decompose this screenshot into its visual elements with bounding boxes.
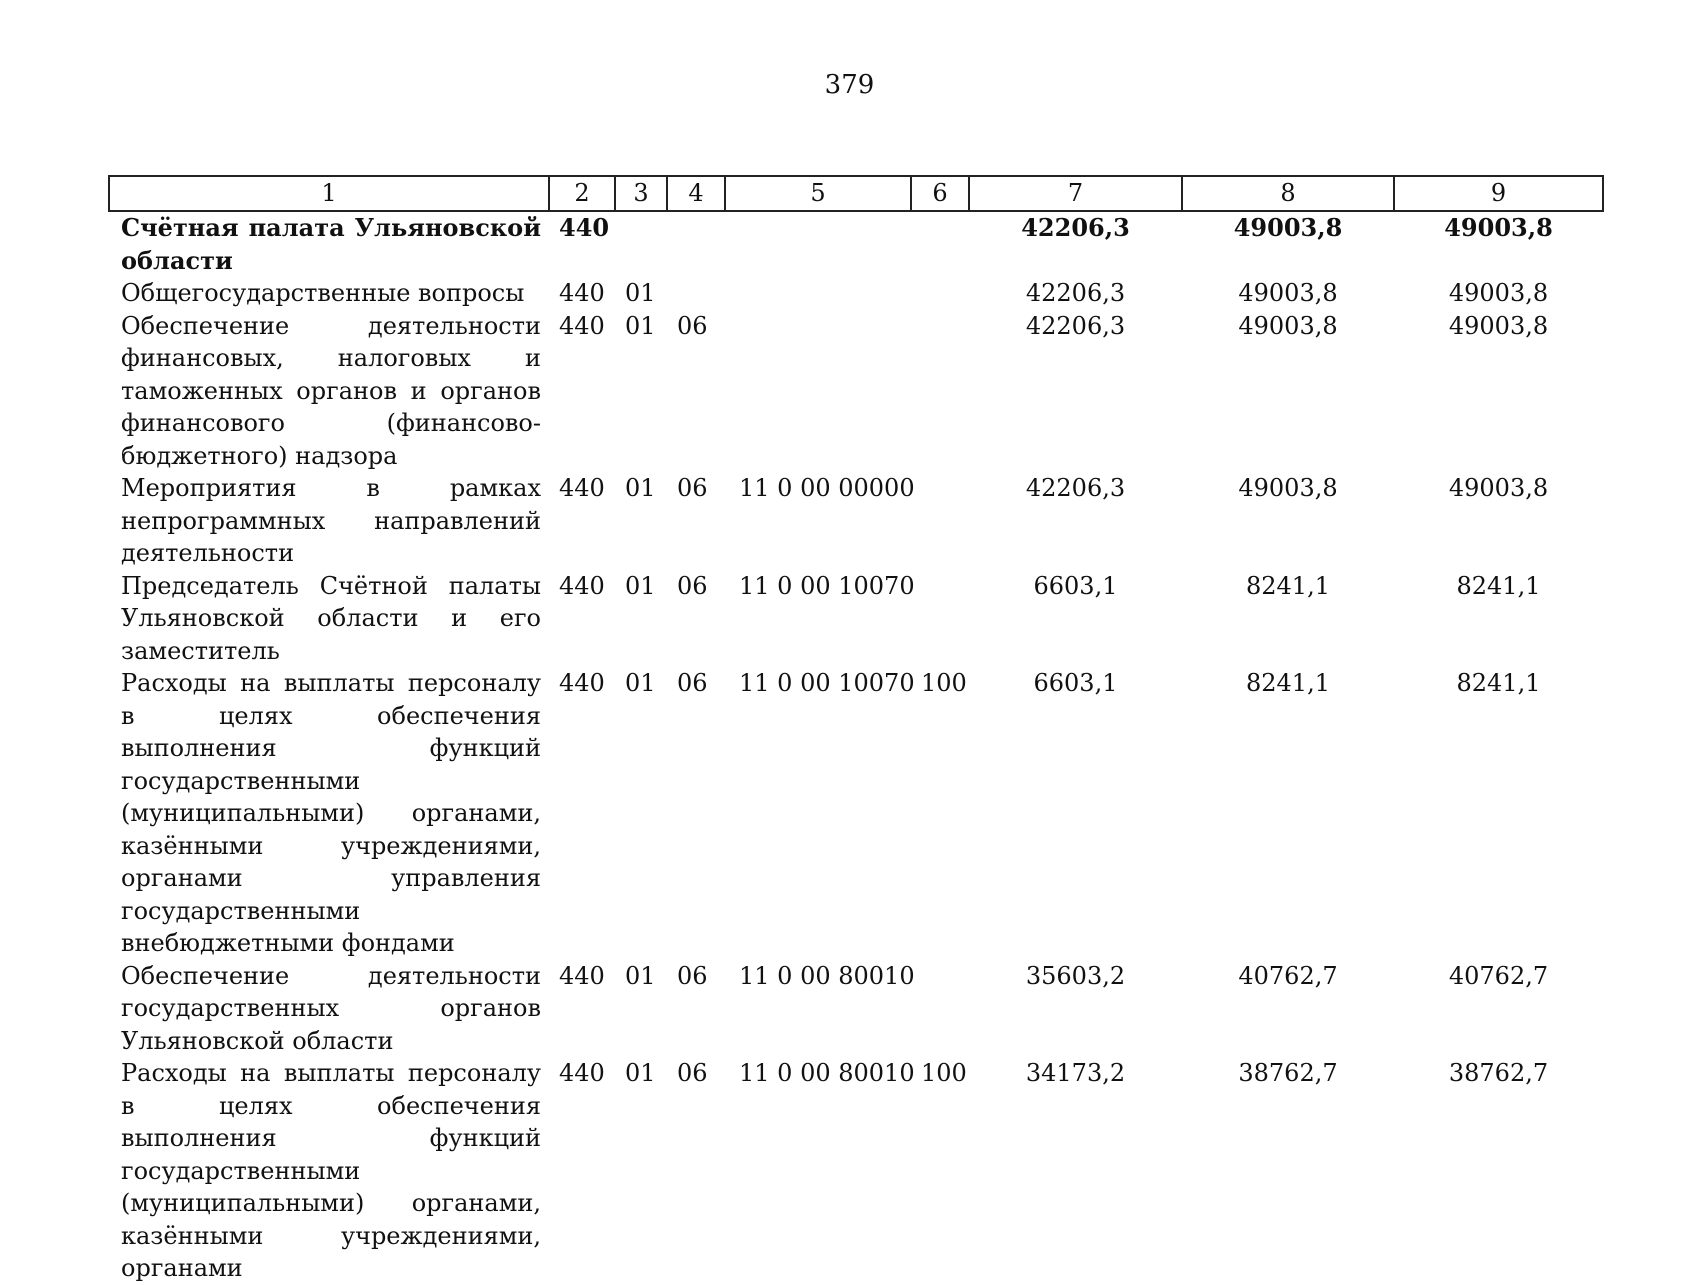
budget-table: [108, 175, 1604, 1285]
row-name: Расходы на выплаты персоналу в целях обеспечения выполнения функций государственными (муниципальными) органами, казёнными учреждениями, органами управления государственными внебюджетными фондами: [121, 669, 541, 957]
row-c3: 01: [625, 311, 656, 340]
row-c5: 11 0 00 80010: [739, 1059, 915, 1087]
row-c7: 42206,3: [1025, 279, 1126, 307]
row-c8: 49003,8: [1233, 213, 1343, 242]
table-row: [109, 472, 1603, 570]
row-name: Счётная палата Ульяновской области: [121, 213, 541, 275]
table-row: [109, 1057, 1603, 1285]
row-c6: 100: [921, 669, 967, 697]
row-c9: 8241,1: [1456, 571, 1541, 600]
row-name: Общегосударственные вопросы: [121, 279, 525, 307]
row-c4: [667, 277, 725, 310]
row-c3: 01: [625, 961, 656, 990]
row-c7: 42206,3: [1025, 474, 1126, 502]
row-c3: 01: [625, 279, 656, 307]
row-c3: [615, 211, 667, 277]
row-c4: 06: [677, 571, 708, 600]
row-c8: 38762,7: [1238, 1059, 1338, 1087]
row-c9: 8241,1: [1456, 669, 1541, 697]
row-c2: 440: [559, 669, 605, 697]
row-c7: 42206,3: [1025, 311, 1126, 340]
row-name: Обеспечение деятельности финансовых, налоговых и таможенных органов и органов финансового (финансово-бюджетного) надзора: [121, 311, 541, 470]
row-c7: 6603,1: [1033, 669, 1118, 697]
row-c2: 440: [559, 571, 605, 600]
page-number: 379: [824, 70, 875, 100]
row-c8: 49003,8: [1238, 279, 1338, 307]
row-c2: 440: [559, 474, 605, 502]
row-c4: 06: [677, 1059, 708, 1087]
header-col-1: 1: [109, 176, 549, 211]
row-c3: 01: [625, 669, 656, 697]
row-c8: 40762,7: [1238, 961, 1338, 990]
row-c4: 06: [677, 311, 708, 340]
row-c9: 49003,8: [1444, 213, 1553, 242]
row-c6: [911, 472, 969, 570]
header-col-5: 5: [725, 176, 911, 211]
header-col-4: 4: [667, 176, 725, 211]
row-c7: 35603,2: [1025, 961, 1126, 990]
row-c3: 01: [625, 1059, 656, 1087]
table-row: [109, 960, 1603, 1058]
row-c6: [911, 570, 969, 668]
table-row: [109, 570, 1603, 668]
row-c4: 06: [677, 474, 708, 502]
row-c9: 49003,8: [1448, 474, 1549, 502]
row-c7: 42206,3: [1021, 213, 1130, 242]
row-c8: 8241,1: [1246, 669, 1330, 697]
row-name: Председатель Счётной палаты Ульяновской области и его заместитель: [121, 571, 541, 665]
table-header: [109, 176, 1603, 211]
row-c8: 8241,1: [1246, 571, 1330, 600]
row-c5: [725, 211, 911, 277]
header-col-8: 8: [1182, 176, 1394, 211]
header-col-7: 7: [969, 176, 1182, 211]
table-row: [109, 277, 1603, 310]
row-c4: [667, 211, 725, 277]
row-c9: 49003,8: [1448, 311, 1549, 340]
row-name: Обеспечение деятельности государственных органов Ульяновской области: [121, 961, 541, 1055]
table-body: [109, 211, 1603, 1285]
row-c9: 40762,7: [1448, 961, 1549, 990]
row-c6: [911, 960, 969, 1058]
row-c2: 440: [559, 961, 605, 990]
header-col-2: 2: [549, 176, 615, 211]
row-c5: 11 0 00 10070: [739, 669, 915, 697]
row-c4: 06: [677, 669, 708, 697]
header-col-9: 9: [1394, 176, 1603, 211]
row-c5: [725, 277, 911, 310]
row-c9: 38762,7: [1448, 1059, 1549, 1087]
header-col-6: 6: [911, 176, 969, 211]
header-col-3: 3: [615, 176, 667, 211]
row-c7: 6603,1: [1033, 571, 1118, 600]
table-row: [109, 310, 1603, 473]
row-c3: 01: [625, 571, 656, 600]
row-c4: 06: [677, 961, 708, 990]
row-c5: [725, 310, 911, 473]
table-row: [109, 667, 1603, 960]
row-c6: [911, 211, 969, 277]
row-c2: 440: [559, 213, 610, 242]
row-c6: [911, 277, 969, 310]
row-c2: 440: [559, 1059, 605, 1087]
row-name: Мероприятия в рамках непрограммных направлений деятельности: [121, 474, 541, 567]
row-c8: 49003,8: [1238, 474, 1338, 502]
row-c5: 11 0 00 80010: [739, 961, 915, 990]
row-c2: 440: [559, 279, 605, 307]
header-row: [109, 176, 1603, 211]
row-c5: 11 0 00 00000: [739, 474, 915, 502]
row-c7: 34173,2: [1025, 1059, 1126, 1087]
row-c6: [911, 310, 969, 473]
row-c3: 01: [625, 474, 656, 502]
row-c5: 11 0 00 10070: [739, 571, 915, 600]
row-c2: 440: [559, 311, 605, 340]
row-name: Расходы на выплаты персоналу в целях обеспечения выполнения функций государственными (муниципальными) органами, казёнными учреждениями, органами: [121, 1059, 541, 1282]
row-c6: 100: [921, 1059, 967, 1087]
row-c8: 49003,8: [1238, 311, 1338, 340]
row-c9: 49003,8: [1448, 279, 1549, 307]
table-row: [109, 211, 1603, 277]
